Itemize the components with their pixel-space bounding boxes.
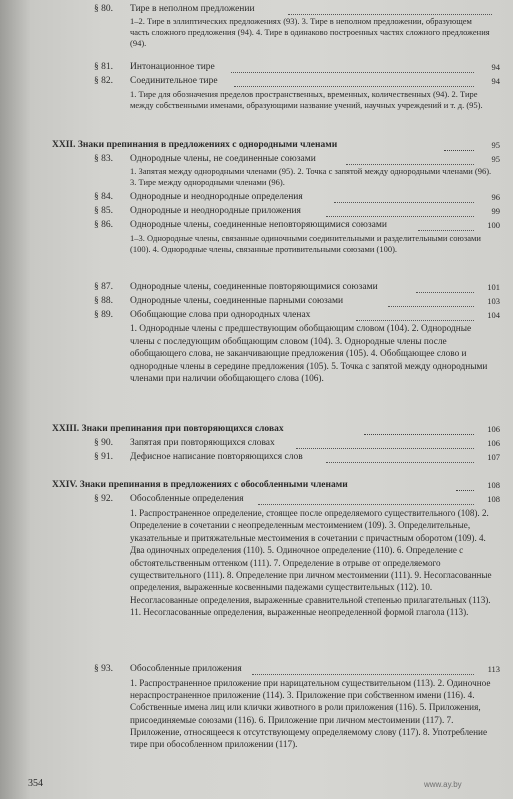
- section-title: Дефисное написание повторяющихся слов: [130, 452, 303, 462]
- dot-leader: [296, 448, 474, 449]
- dot-leader: [346, 164, 474, 165]
- section-number: § 86.: [94, 220, 113, 230]
- section-title: Однородные члены, соединенные неповторяющимися союзами: [130, 220, 387, 230]
- section-number: § 81.: [94, 62, 113, 72]
- dot-leader: [231, 72, 474, 73]
- page-ref: 106: [487, 424, 500, 434]
- page-ref: 96: [491, 192, 500, 202]
- page-ref: 108: [487, 494, 500, 504]
- section-number: § 90.: [94, 438, 113, 448]
- section-subitems: 1–3. Однородные члены, связанные одиночными соединительными и разделительными союзами (100). 4. Однородные члены, связанные противительными союзами (100).: [130, 233, 481, 255]
- dot-leader: [418, 230, 474, 231]
- section-title: Тире в неполном предложении: [130, 4, 255, 14]
- dot-leader: [252, 674, 474, 675]
- dot-leader: [234, 86, 474, 87]
- section-subitems: 1. Распространенное приложение при нарицательном существительном (113). 2. Одиночное нераспространенное приложение (114). 3. Приложение при собственном имени (116). 4. Собственные имена лиц или клички животного в роли приложения (116). 5. Приложения, присоединяемые союзами (116). 6. Приложение при личном местоимении (117). 7. Приложение, относящееся к отсутствующему определяемому слову (117). 8. Употребление тире при обособленном приложении (117).: [130, 678, 491, 750]
- page-ref: 108: [487, 480, 500, 490]
- section-number: § 91.: [94, 452, 113, 462]
- section-title: Запятая при повторяющихся словах: [130, 438, 275, 448]
- section-title: Однородные члены, соединенные повторяющимися союзами: [130, 282, 378, 292]
- section-subitems: 1. Запятая между однородными членами (95). 2. Точка с запятой между однородными членами (96). 3. Тире между однородными членами (96).: [130, 166, 492, 188]
- chapter-title: XXIII. Знаки препинания при повторяющихся словах: [52, 424, 284, 434]
- chapter-title: XXII. Знаки препинания в предложениях с однородными членами: [52, 140, 338, 150]
- section-number: § 85.: [94, 206, 113, 216]
- section-number: § 84.: [94, 192, 113, 202]
- dot-leader: [356, 320, 474, 321]
- section-number: § 80.: [94, 4, 113, 14]
- section-number: § 88.: [94, 296, 113, 306]
- section-number: § 82.: [94, 76, 113, 86]
- section-subitems: 1. Распространенное определение, стоящее после определяемого существительного (108). 2. Определение в сочетании с неопределенным местоимением (109). 3. Определительные, указательные и притяжательные местоимения в сочетании с причастным оборотом (109). 4. Два одиночных определения (110). 5. Одиночное определение (110). 6. Определение с обстоятельственным оттенком (111). 7. Определение в отрыве от определяемого существительного (111). 8. Определение при личном местоимении (111). 9. Несогласованные определения, выраженные косвенными падежами существительных (112). 10. Несогласованные определения, выраженные сравнительной степенью прилагательных (113). 11. Несогласованные определения, выраженные неопределенной формой глагола (113).: [130, 508, 492, 618]
- section-subitems: 1–2. Тире в эллиптических предложениях (93). 3. Тире в неполном предложении, образующем часть сложного предложения (94). 4. Тире в одинаково построенных частях сложного предложения (94).: [130, 16, 490, 49]
- page-ref: 94: [491, 62, 500, 72]
- page-number: 354: [28, 778, 43, 789]
- section-number: § 87.: [94, 282, 113, 292]
- section-title: Обособленные определения: [130, 494, 244, 504]
- dot-leader: [388, 306, 474, 307]
- section-title: Обобщающие слова при однородных членах: [130, 310, 311, 320]
- section-title: Однородные и неоднородные определения: [130, 192, 303, 202]
- page-ref: 95: [491, 154, 500, 164]
- section-title: Однородные члены, соединенные парными союзами: [130, 296, 344, 306]
- dot-leader: [258, 504, 474, 505]
- section-subitems: 1. Тире для обозначения пределов пространственных, временных, количественных (94). 2. Тире между собственными именами, образующими название учений, научных учреждений и т. д. (95).: [130, 89, 483, 111]
- chapter-title: XXIV. Знаки препинания в предложениях с обособленными членами: [52, 480, 348, 490]
- page-ref: 113: [487, 664, 500, 674]
- page-ref: 99: [491, 206, 500, 216]
- dot-leader: [288, 14, 492, 15]
- page-ref: 95: [491, 140, 500, 150]
- section-title: Соединительное тире: [130, 76, 218, 86]
- page-ref: 94: [491, 76, 500, 86]
- section-number: § 83.: [94, 154, 113, 164]
- dot-leader: [334, 202, 474, 203]
- section-number: § 93.: [94, 664, 113, 674]
- dot-leader: [364, 434, 474, 435]
- dot-leader: [444, 150, 474, 151]
- page-ref: 101: [487, 282, 500, 292]
- page-ref: 100: [487, 220, 500, 230]
- section-subitems: 1. Однородные члены с предшествующим обобщающим словом (104). 2. Однородные члены с последующим обобщающим словом (104). 3. Однородные члены после обобщающего слова, не заканчивающие предложения (105). 4. Обобщающее слово и однородные члены в середине предложения (105). 5. Точка с запятой между однородными членами при наличии обобщающего слова (106).: [130, 324, 488, 385]
- page-ref: 107: [487, 452, 500, 462]
- section-title: Обособленные приложения: [130, 664, 242, 674]
- section-title: Однородные члены, не соединенные союзами: [130, 154, 316, 164]
- section-number: § 89.: [94, 310, 113, 320]
- dot-leader: [456, 490, 474, 491]
- watermark: www.ay.by: [424, 780, 462, 789]
- dot-leader: [416, 292, 474, 293]
- section-number: § 92.: [94, 494, 113, 504]
- dot-leader: [326, 462, 474, 463]
- page-ref: 106: [487, 438, 500, 448]
- section-title: Интонационное тире: [130, 62, 215, 72]
- section-title: Однородные и неоднородные приложения: [130, 206, 301, 216]
- dot-leader: [326, 216, 474, 217]
- page-ref: 103: [487, 296, 500, 306]
- page-ref: 104: [487, 310, 500, 320]
